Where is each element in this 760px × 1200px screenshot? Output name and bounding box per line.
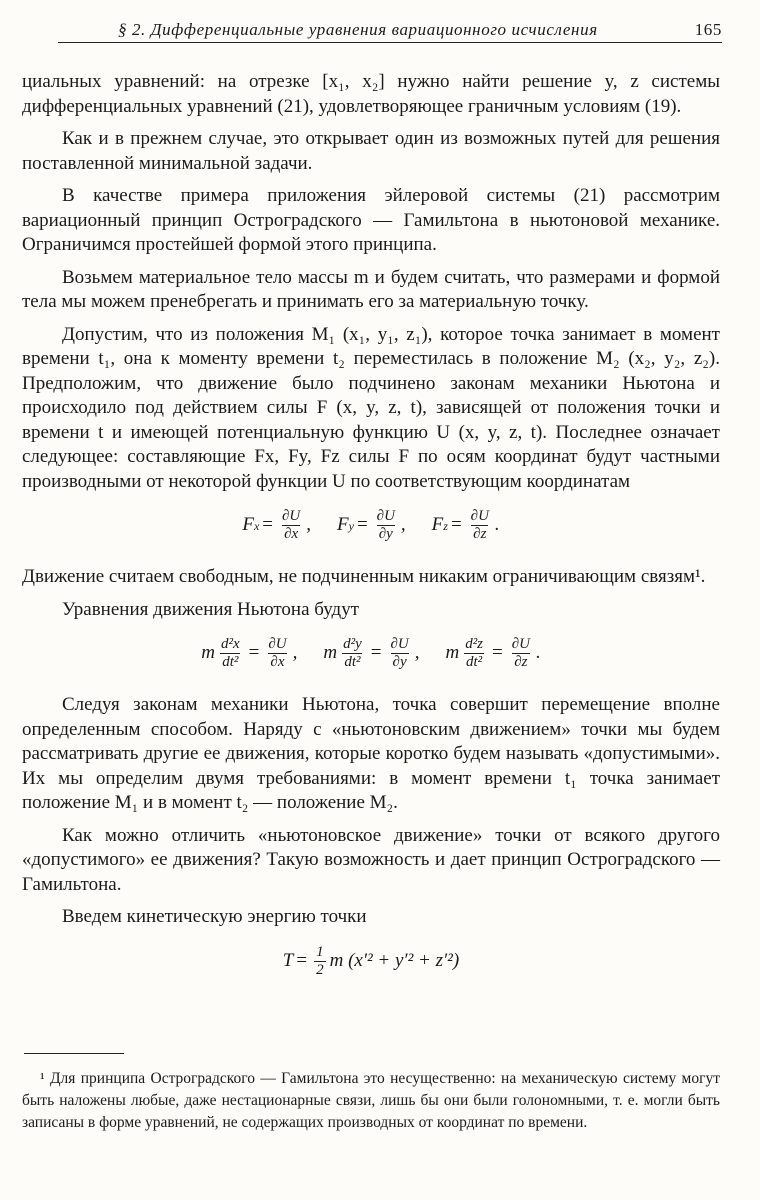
eq-kinetic: T = $\frac{1}{2}$ m (x′² + y′² + z′²) bbox=[282, 943, 460, 978]
equation-newton bbox=[22, 636, 720, 671]
paragraph-9: Как можно отличить «ньютоновское движение» точки от всякого другого «допустимого» ее движения? Такую возможность и дает принцип Остроградского — Гамильтона. bbox=[22, 824, 720, 895]
page-number: 165 bbox=[694, 20, 722, 39]
equation-force-components bbox=[22, 508, 720, 543]
footnote: ¹ Для принципа Остроградского — Гамильтона это несущественно: на механическую систему могут быть наложены любые, даже нестационарные связи, лишь бы они были голономными, т. е. могли быть записаны в форме уравнений, не содержащих производных от координат по времени. bbox=[22, 1070, 720, 1131]
header-title: § 2. Дифференциальные уравнения вариационного исчисления bbox=[118, 20, 598, 39]
running-header bbox=[58, 18, 722, 43]
paragraph-1: циальных уравнений: на отрезке [x₁, x₂] нужно найти решение y, z системы дифференциальных уравнений (21), удовлетворяющее граничным условиям (19). bbox=[22, 71, 720, 117]
footnote-rule bbox=[24, 1053, 124, 1054]
paragraph-4: Возьмем материальное тело массы m и будем считать, что размерами и формой тела мы можем пренебрегать и принимать его за материальную точку. bbox=[22, 266, 720, 312]
paragraph-10: Введем кинетическую энергию точки bbox=[62, 906, 367, 927]
eq-newton-x: m $\frac{\text{d²x}}{\text{dt²}}$ = $\frac{\partial U}{\partial x}$ , bbox=[201, 636, 298, 670]
paragraph-8: Следуя законам механики Ньютона, точка совершит перемещение вполне определенным способом. Наряду с «ньютоновским движением» точки мы будем рассматривать другие ее движения, которые коротко будем называть «допустимыми». Их мы определим двумя требованиями: в момент времени t₁ точка занимает положение M₁ и в момент t₂ — положение M₂. bbox=[22, 694, 720, 813]
eq-fz: F z = $\frac{\partial U}{\partial z}$ . bbox=[431, 508, 500, 542]
paragraph-2: Как и в прежнем случае, это открывает один из возможных путей для решения поставленной минимальной задачи. bbox=[22, 128, 720, 174]
paragraph-3: В качестве примера приложения эйлеровой системы (21) рассмотрим вариационный принцип Остроградского — Гамильтона в ньютоновой механике. Ограничимся простейшей формой этого принципа. bbox=[22, 185, 720, 255]
equation-kinetic-energy bbox=[22, 944, 720, 979]
paragraph-6: Движение считаем свободным, не подчиненным никаким ограничивающим связям¹. bbox=[22, 566, 706, 587]
eq-fx: F x = $\frac{\partial U}{\partial x}$ , bbox=[242, 508, 311, 542]
paragraph-5: Допустим, что из положения M₁ (x₁, y₁, z₁), которое точка занимает в момент времени t₁, она к моменту времени t₂ переместилась в положение M₂ (x₂, y₂, z₂). Предположим, что движение было подчинено законам механики Ньютона и происходило под действием силы F (x, y, z, t), зависящей от положения точки и времени t и имеющей потенциальную функцию U (x, y, z, t). Последнее означает следующее: составляющие Fx, Fy, Fz силы F по осям координат будут частными производными от некоторой функции U по соответствующим координатам bbox=[22, 323, 720, 492]
eq-newton-y: m $\frac{\text{d²y}}{\text{dt²}}$ = $\frac{\partial U}{\partial y}$ , bbox=[323, 636, 420, 670]
paragraph-7: Уравнения движения Ньютона будут bbox=[62, 598, 360, 620]
eq-fy: F y = $\frac{\partial U}{\partial y}$ , bbox=[337, 508, 406, 542]
eq-newton-z: m $\frac{\text{d²z}}{\text{dt²}}$ = $\frac{\partial U}{\partial z}$ . bbox=[445, 636, 541, 670]
main-text bbox=[22, 70, 720, 1001]
